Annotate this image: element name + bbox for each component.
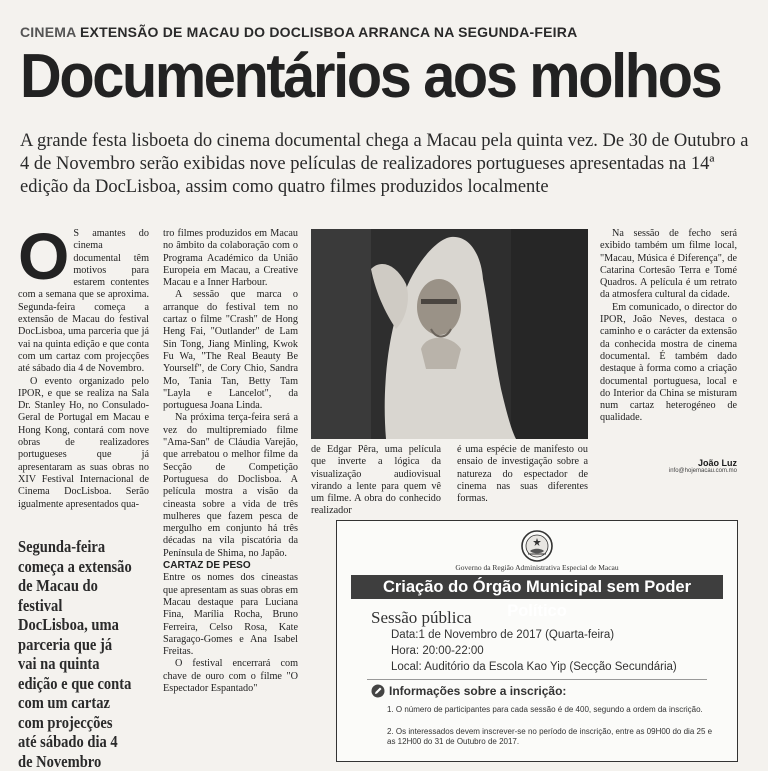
article-column-1 [18,219,149,511]
paragraph: de Edgar Pêra, uma película que inverte a lógica da visualização audiovisual virando a lente para quem vê um filme. A obra do conhecido realizador [311,444,441,517]
government-notice-ad [336,520,738,762]
headline: Documentários aos molhos [20,42,721,111]
registration-heading: Informações sobre a inscrição: [389,684,567,698]
article-column-2 [163,228,298,695]
paragraph: O festival encerrará com chave de ouro com o filme "O Espectador Espantado" [163,658,298,694]
registration-note-1: 1. O número de participantes para cada sessão é de 400, segundo a ordem da inscrição. [387,705,703,714]
government-name: Governo da Região Administrativa Especial de Macau [455,563,619,572]
author-email: info@hojemacau.com.mo [668,468,737,474]
kicker-text: EXTENSÃO DE MACAU DO DOCLISBOA ARRANCA NA SEGUNDA-FEIRA [80,24,578,40]
author-name: João Luz [697,458,737,468]
byline [600,458,737,474]
paragraph: Na sessão de fecho será exibido também um filme local, "Macau, Música é Diferença", de Catarina Cortesão Terra e Tomé Quadros. A película é um retrato da atmosfera cultural da cidade. [600,228,737,301]
notice-title: Criação do Órgão Municipal sem Poder Político [351,575,723,599]
paragraph: tro filmes produzidos em Macau no âmbito da colaboração com o Programa Académico da União Europeia em Macau, a Creative Macau e a Inner Harbour. [163,228,298,289]
macau-emblem-icon [519,529,555,563]
dropcap: O [18,219,70,293]
session-heading: Sessão pública [371,608,472,627]
article-photo [311,229,588,439]
paragraph: Em comunicado, o director do IPOR, João Neves, destaca o caminho e o carácter da extensão da conhecida mostra de cinema documental. É também dado destaque à forma como a criação documental portuguesa, local e do Interior da China se misturam num cartaz heterogéneo de qualidade. [600,301,737,424]
paragraph: Entre os nomes dos cineastas que apresentam as suas obras em Macau destaque para Luciana Fina, Marília Rocha, Bruno Ferreira, Celso Rosa, Kate Saragaço-Gomes e Ana Isabel Freitas. [163,572,298,658]
standfirst: A grande festa lisboeta do cinema documental chega a Macau pela quinta vez. De 30 de Outubro a 4 de Novembro serão exibidas nove películas de realizadores portugueses apresentadas na 14ª edição da DocLisboa, assim como quatro filmes produzidos localmente [20,131,749,197]
article-kicker [20,24,577,40]
edit-icon [371,684,385,698]
pull-quote: Segunda-feira começa a extensão de Macau do festival DocLisboa, uma parceria que já vai na quinta edição e que conta com um cartaz com projecções até sábado dia 4 de Novembro [18,537,132,771]
paragraph: O S amantes do cinema documental têm motivos para estarem contentes com a semana que se aproxima. Segunda-feira começa a extensão de Macau do festival DocLisboa, uma parceria que já vai na quinta edição e que conta com um cartaz com projecções até sábado dia 4 de Novembro. [18,219,149,375]
paragraph: Na próxima terça-feira será a vez do multipremiado filme "Ama-San" de Cláudia Varejão, que arrebatou o melhor filme da Secção de Competição Portuguesa do Doclisboa. A película mostra a visão da cineasta sobre a vida de três mulheres que fazem pesca de mergulho em conjunto há três décadas na vila piscatória da Península de Shima, no Japão. [163,412,298,559]
session-time: Hora: 20:00-22:00 [391,645,484,657]
session-date: Data:1 de Novembro de 2017 (Quarta-feira) [391,629,615,641]
section-label: CINEMA [20,24,76,40]
article-column-4 [457,444,588,505]
registration-note-2: 2. Os interessados devem inscrever-se no período de inscrição, entre as 09H00 do dia 25 e as 12H00 do 31 de Outubro de 2017. [387,727,713,746]
paragraph: A sessão que marca o arranque do festival tem no cartaz o filme "Crash" de Hong Heng Fai, "Outlander" de Lam Sin Tong, Jiang Minling, Kwok Fu Wa, "The Real Beauty Be Yourself", de Cory Chio, Sandra Mo, Tania Tan, Betty Tam "Layla e Lancelot", da portuguesa Joana Linda. [163,289,298,412]
subheading: CARTAZ DE PESO [163,560,251,572]
divider [367,679,707,680]
paragraph: O evento organizado pelo IPOR, e que se realiza na Sala Dr. Stanley Ho, no Consulado-Geral de Portugal em Macau e Hong Kong, contará com nove obras de realizadores portugueses que já apresentaram as suas obras no XIV Festival Internacional de Cinema DocLisboa. Serão igualmente apresentados qua- [18,375,149,510]
article-column-3 [311,444,441,518]
photo-woman-headscarf [311,229,588,439]
paragraph: é uma espécie de manifesto ou ensaio de investigação sobre a natureza do espectador de cinema nas suas diferentes formas. [457,444,588,505]
article-column-5 [600,228,737,425]
session-place: Local: Auditório da Escola Kao Yip (Secção Secundária) [391,661,677,673]
